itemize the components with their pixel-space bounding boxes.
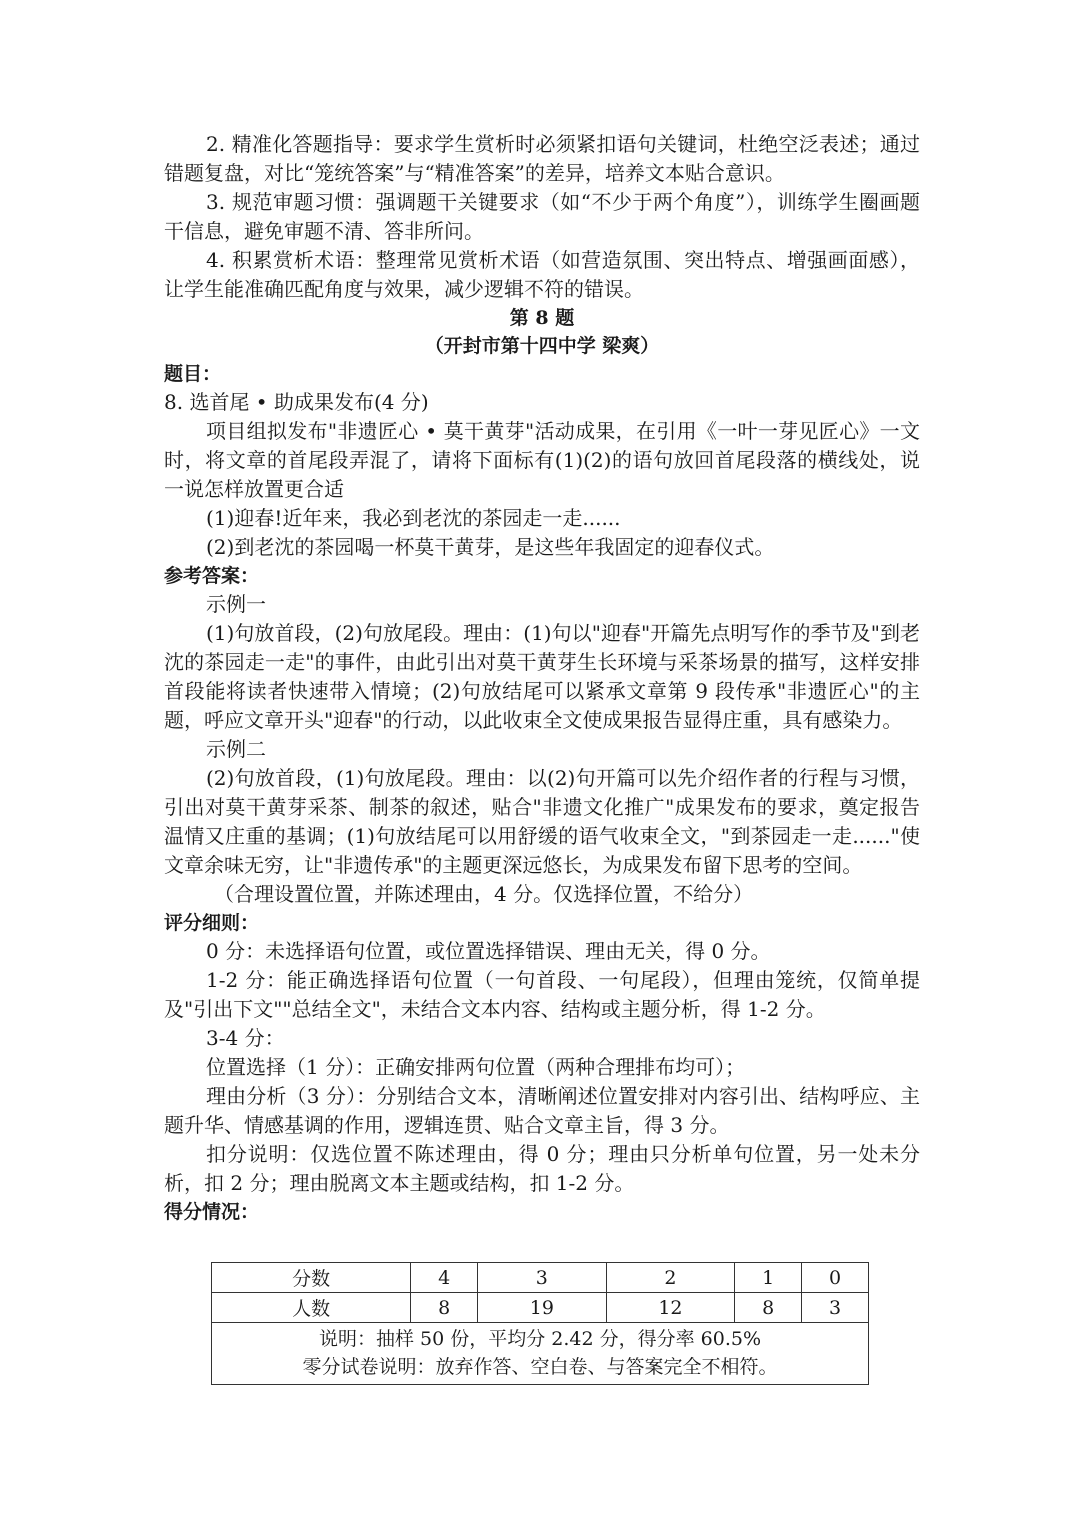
table-cell: 4	[411, 1263, 478, 1293]
tip-3: 3. 规范审题习惯：强调题干关键要求（如“不少于两个角度”），训练学生圈画题干信息，避免审题不清、答非所问。	[164, 190, 920, 243]
example-2-title: 示例二	[206, 737, 266, 761]
table-header-cell: 人数	[212, 1293, 411, 1323]
table-row	[212, 1263, 869, 1293]
table-cell: 8	[735, 1293, 802, 1323]
answer-label: 参考答案：	[164, 565, 260, 587]
table-note-cell	[212, 1323, 869, 1385]
question-sentence-2: (2)到老沈的茶园喝一杯莫干黄芽，是这些年我固定的迎春仪式。	[206, 535, 775, 559]
answer-note: （合理设置位置，并陈述理由，4 分。仅选择位置，不给分）	[214, 882, 754, 906]
rubric-0: 0 分：未选择语句位置，或位置选择错误、理由无关，得 0 分。	[206, 939, 771, 963]
table-cell: 1	[735, 1263, 802, 1293]
score-table	[211, 1262, 869, 1385]
table-row	[212, 1293, 869, 1323]
rubric-reason: 理由分析（3 分）：分别结合文本，清晰阐述位置安排对内容引出、结构呼应、主题升华、情感基调的作用，逻辑连贯、贴合文章主旨，得 3 分。	[164, 1084, 920, 1137]
table-note-line-1: 说明：抽样 50 份，平均分 2.42 分，得分率 60.5%	[318, 1328, 762, 1350]
example-1-title: 示例一	[206, 592, 266, 616]
table-cell: 3	[802, 1293, 869, 1323]
rubric-1-2: 1-2 分：能正确选择语句位置（一句首段、一句尾段），但理由笼统，仅简单提及"引出下文""总结全文"，未结合文本内容、结构或主题分析，得 1-2 分。	[164, 968, 920, 1021]
table-cell: 8	[411, 1293, 478, 1323]
rubric-3-4: 3-4 分：	[206, 1026, 285, 1050]
tip-2: 2. 精准化答题指导：要求学生赏析时必须紧扣语句关键词，杜绝空泛表述；通过错题复盘，对比“笼统答案”与“精准答案”的差异，培养文本贴合意识。	[164, 132, 920, 185]
example-1-body: (1)句放首段，(2)句放尾段。理由：(1)句以"迎春"开篇先点明写作的季节及"到老沈的茶园走一走"的事件，由此引出对莫干黄芽生长环境与采茶场景的描写，这样安排首段能将读者快速带入情境；(2)句放结尾可以紧承文章第 9 段传承"非遗匠心"的主题，呼应文章开头"迎春"的行动，以此收束全文使成果报告显得庄重，具有感染力。	[164, 621, 920, 732]
table-cell: 19	[478, 1293, 607, 1323]
table-cell: 12	[606, 1293, 735, 1323]
rubric-position: 位置选择（1 分）：正确安排两句位置（两种合理排布均可）；	[206, 1055, 746, 1079]
question-body: 项目组拟发布"非遗匠心 • 莫干黄芽"活动成果，在引用《一叶一芽见匠心》一文时，将文章的首尾段弄混了，请将下面标有(1)(2)的语句放回首尾段落的横线处，说一说怎样放置更合适	[164, 419, 920, 501]
question-sentence-1: (1)迎春!近年来，我必到老沈的茶园走一走......	[206, 506, 621, 530]
table-header-cell: 分数	[212, 1263, 411, 1293]
question-heading: 8. 选首尾 • 助成果发布(4 分)	[164, 390, 429, 414]
document-body	[164, 130, 920, 1226]
scores-label: 得分情况：	[164, 1201, 260, 1223]
tip-4: 4. 积累赏析术语：整理常见赏析术语（如营造氛围、突出特点、增强画面感），让学生能准确匹配角度与效果，减少逻辑不符的错误。	[164, 248, 920, 301]
table-row	[212, 1323, 869, 1385]
rubric-deduction: 扣分说明：仅选位置不陈述理由，得 0 分；理由只分析单句位置，另一处未分析，扣 2 分；理由脱离文本主题或结构，扣 1-2 分。	[164, 1142, 920, 1195]
rubric-label: 评分细则：	[164, 912, 260, 934]
example-2-body: (2)句放首段，(1)句放尾段。理由：以(2)句开篇可以先介绍作者的行程与习惯，引出对莫干黄芽采茶、制茶的叙述，贴合"非遗文化推广"成果发布的要求，奠定报告温情又庄重的基调；(1)句放结尾可以用舒缓的语气收束全文，"到茶园走一走......"使文章余味无穷，让"非遗传承"的主题更深远悠长，为成果发布留下思考的空间。	[164, 766, 920, 877]
section-title: 第 8 题	[509, 307, 575, 329]
table-cell: 3	[478, 1263, 607, 1293]
table-cell: 0	[802, 1263, 869, 1293]
table-cell: 2	[606, 1263, 735, 1293]
question-label: 题目：	[164, 363, 222, 385]
section-author: （开封市第十四中学 梁爽）	[424, 335, 660, 357]
table-note-line-2: 零分试卷说明：放弃作答、空白卷、与答案完全不相符。	[302, 1356, 778, 1378]
